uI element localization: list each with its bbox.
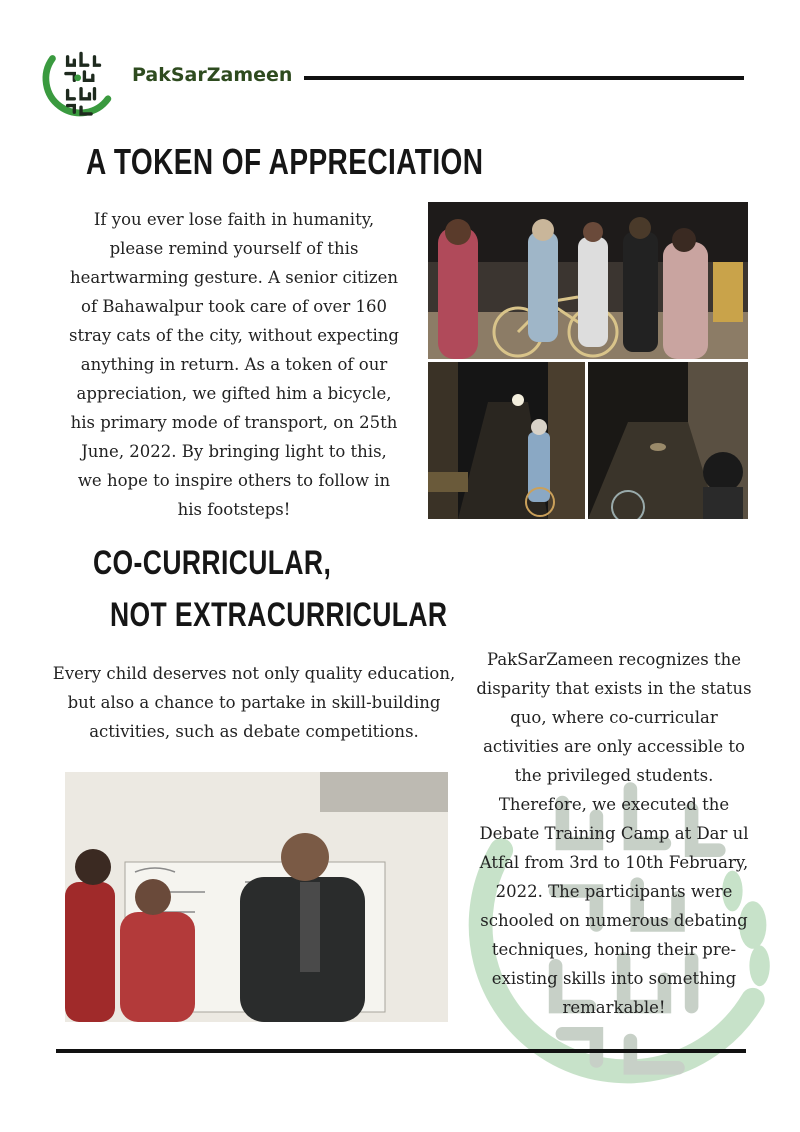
paragraph-line: If you ever lose faith in humanity, xyxy=(93,210,375,229)
paragraph-line: activities are only accessible to xyxy=(483,737,745,756)
debate-camp-paragraph xyxy=(470,645,758,1022)
paragraph-line: schooled on numerous debating xyxy=(480,911,748,930)
paragraph-line: of Bahawalpur took care of over 160 xyxy=(81,297,387,316)
debate-camp-photo xyxy=(65,772,448,1022)
section-title-appreciation: A TOKEN OF APPRECIATION xyxy=(86,141,484,182)
cocurricular-intro-paragraph xyxy=(44,659,464,746)
night-street-photo xyxy=(428,362,585,519)
paragraph-line: heartwarming gesture. A senior citizen xyxy=(69,268,399,287)
section-title-cocurricular: CO-CURRICULAR, xyxy=(93,544,332,582)
paragraph-line: PakSarZameen recognizes the xyxy=(486,650,742,669)
paragraph-line: stray cats of the city, without expecting xyxy=(69,326,399,345)
paksarzameen-logo-icon xyxy=(34,40,118,124)
paragraph-line: but also a chance to partake in skill-building xyxy=(67,693,441,712)
paragraph-line: quo, where co-curricular xyxy=(510,708,718,727)
bicycle-gift-photo xyxy=(428,202,748,359)
paragraph-line: activities, such as debate competitions. xyxy=(89,722,419,741)
paragraph-line: existing skills into something xyxy=(491,969,737,988)
paragraph-line: Every child deserves not only quality education, xyxy=(52,664,456,683)
paragraph-line: Debate Training Camp at Dar ul xyxy=(479,824,749,843)
appreciation-paragraph xyxy=(60,205,408,524)
paragraph-line: appreciation, we gifted him a bicycle, xyxy=(76,384,392,403)
brand-name: PakSarZameen xyxy=(132,64,293,86)
paragraph-line: Atfal from 3rd to 10th February, xyxy=(479,853,749,872)
paragraph-line: 2022. The participants were xyxy=(495,882,733,901)
paragraph-line: his footsteps! xyxy=(177,500,291,519)
paragraph-line: his primary mode of transport, on 25th xyxy=(70,413,398,432)
paragraph-line: techniques, honing their pre- xyxy=(491,940,737,959)
paragraph-line: anything in return. As a token of our xyxy=(80,355,388,374)
paragraph-line: disparity that exists in the status xyxy=(476,679,752,698)
paragraph-line: Therefore, we executed the xyxy=(498,795,730,814)
paragraph-line: June, 2022. By bringing light to this, xyxy=(81,442,387,461)
paragraph-line: please remind yourself of this xyxy=(109,239,359,258)
paragraph-line: remarkable! xyxy=(562,998,666,1017)
paragraph-line: we hope to inspire others to follow in xyxy=(77,471,391,490)
stray-cat-photo xyxy=(588,362,748,519)
header-divider xyxy=(304,76,744,80)
section-subtitle-not-extracurricular: NOT EXTRACURRICULAR xyxy=(110,596,448,634)
footer-divider xyxy=(56,1049,746,1053)
paragraph-line: the privileged students. xyxy=(514,766,714,785)
